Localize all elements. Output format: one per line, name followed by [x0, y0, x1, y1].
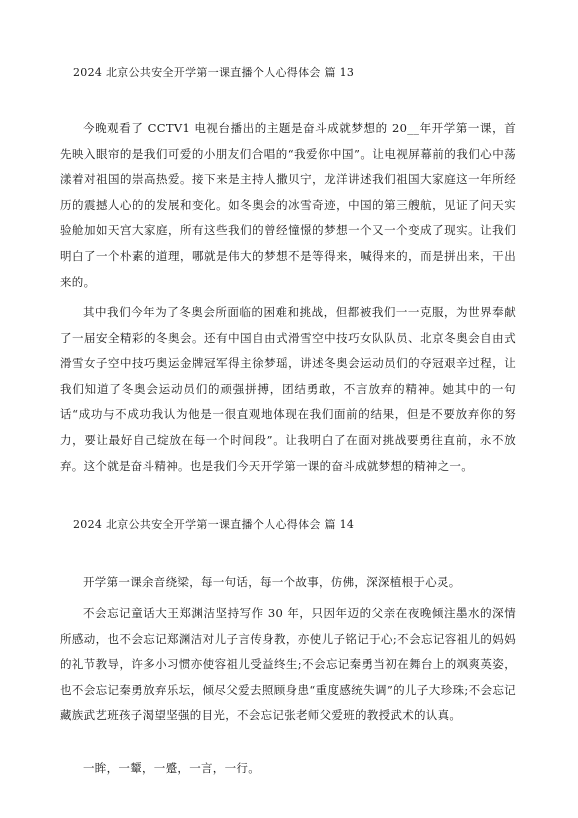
section-title-13: 2024 北京公共安全开学第一课直播个人心得体会 篇 13	[73, 66, 355, 79]
paragraph: 今晚观看了 CCTV1 电视台播出的主题是奋斗成就梦想的 20__年开学第一课，首先映入眼帘的是我们可爱的小朋友们合唱的“我爱你中国”。让电视屏幕前的我们心中荡漾着对祖国的崇高热爱。接下来是主持人撒贝宁，龙洋讲述我们祖国大家庭这一年所经历的震撼人心的的发展和变化。如冬奥会的冰雪奇迹，中国的第三艘航，见证了问天实验舱加如天宫大家庭，所有这些我们的曾经憧憬的梦想一个又一个变成了现实。让我们明白了一个朴素的道理，哪就是伟大的梦想不是等得来，喊得来的，而是拼出来，干出来的。	[60, 121, 516, 289]
paragraph: 开学第一课余音绕梁，每一句话，每一个故事，仿佛，深深植根于心灵。	[83, 575, 461, 589]
paragraph: 一眸，一颦，一蹙，一言，一行。	[83, 761, 260, 775]
paragraph: 不会忘记童话大王郑渊洁坚持写作 30 年，只因年迈的父亲在夜晚倾注墨水的深情所感动，也不会忘记郑渊洁对儿子言传身教，亦使儿子铭记于心;不会忘记容祖儿的妈妈的礼节教导，许多小习惯亦使容祖儿受益终生;不会忘记秦勇当初在舞台上的飒爽英姿，也不会忘记秦勇放弃乐坛，倾尽父爱去照顾身患“重度感统失调”的儿子大珍珠;不会忘记藏族武艺班孩子渴望坚强的目光，不会忘记张老师父爱班的教授武术的认真。	[60, 606, 516, 723]
section-title-14: 2024 北京公共安全开学第一课直播个人心得体会 篇 14	[73, 518, 355, 531]
paragraph: 其中我们今年为了冬奥会所面临的困难和挑战，但都被我们一一克服，为世界奉献了一届安全精彩的冬奥会。还有中国自由式滑雪空中技巧女队队员、北京冬奥会自由式滑雪女子空中技巧奥运金牌冠军得主徐梦瑶，讲述冬奥会运动员们的夺冠艰辛过程，让我们知道了冬奥会运动员们的顽强拼搏，团结勇敢，不言放弃的精神。她其中的一句话“成功与不成功我认为他是一很直观地体现在我们面前的结果，但是不要放弃你的努力，要让最好自己绽放在每一个时间段”。让我明白了在面对挑战要勇往直前，永不放弃。这个就是奋斗精神。也是我们今天开学第一课的奋斗成就梦想的精神之一。	[60, 305, 516, 473]
